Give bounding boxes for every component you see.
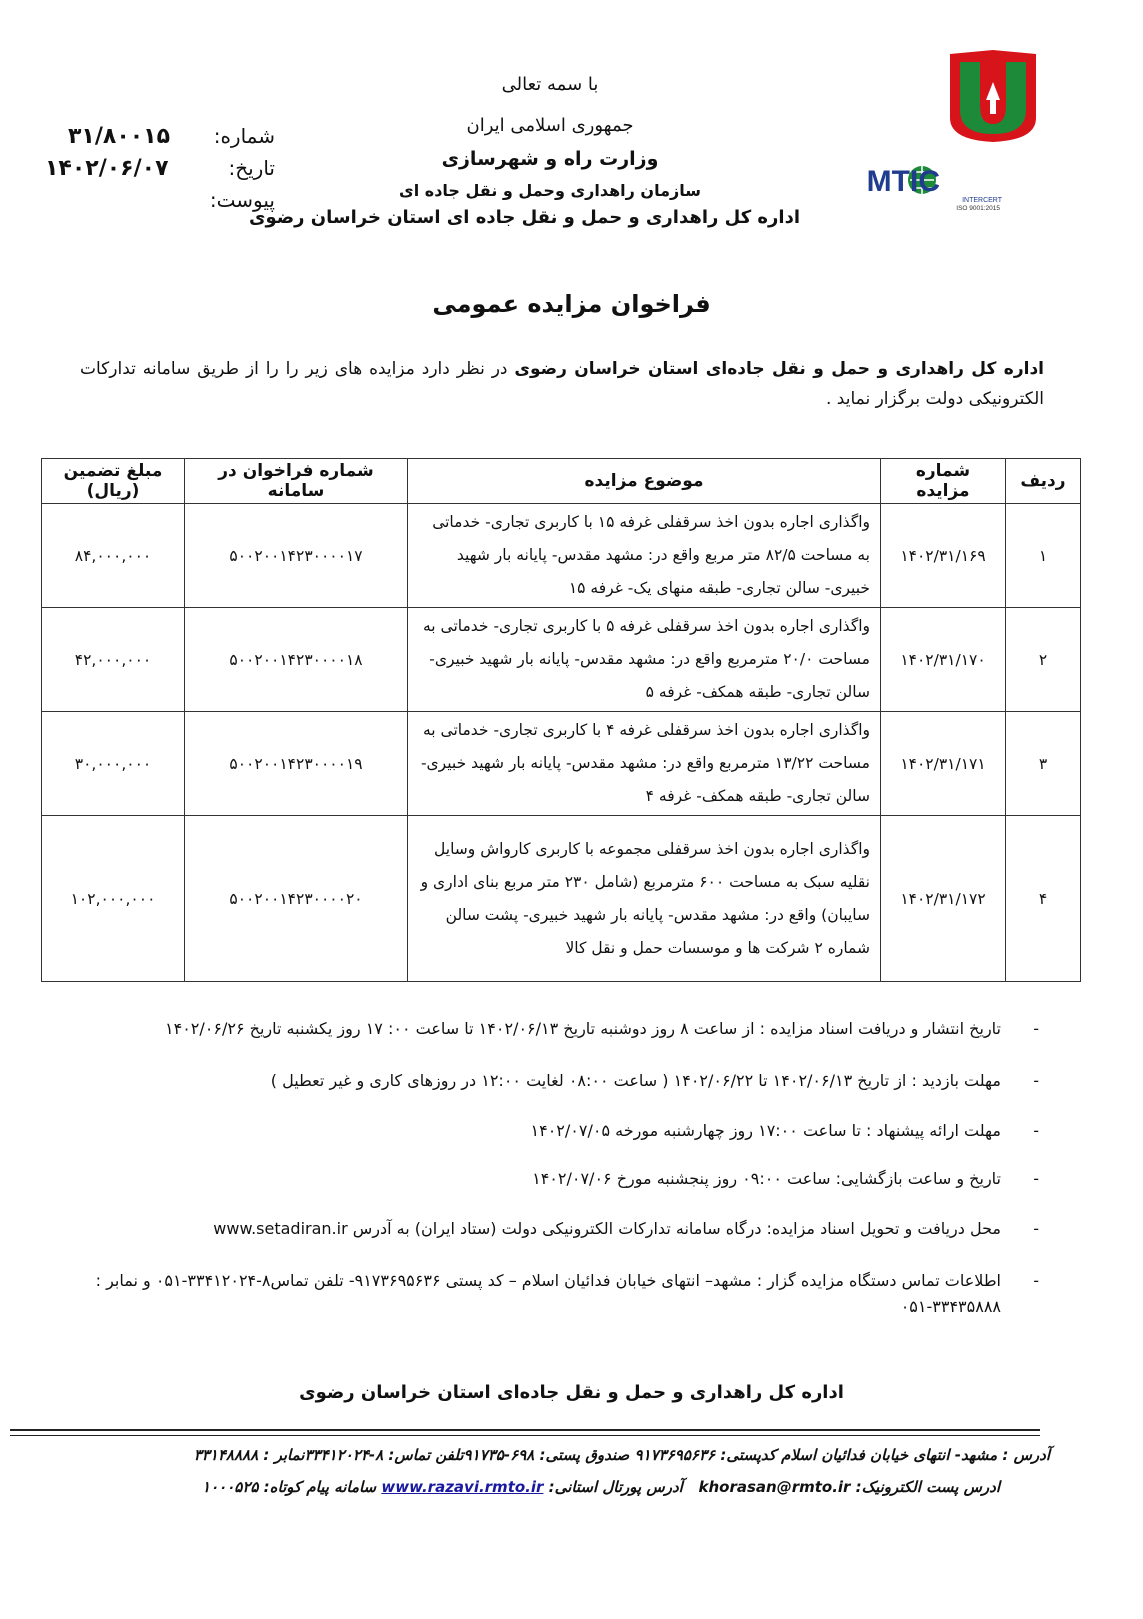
letter-date xyxy=(40,156,275,186)
bullet-dash: - xyxy=(1033,1219,1039,1238)
cell-guarantee: ۱۰۲,۰۰۰,۰۰۰ xyxy=(42,816,185,982)
cell-row: ۴ xyxy=(1006,816,1081,982)
cell-subject: واگذاری اجاره بدون اخذ سرقفلی غرفه ۴ با کاربری تجاری- خدماتی به مساحت ۱۳/۲۲ مترمربع واقع در: مشهد مقدس- پایانه بار شهید خبیری- سالن تجاری- طبقه همکف- غرفه ۴ xyxy=(408,712,881,816)
cell-row: ۳ xyxy=(1006,712,1081,816)
page-title: فراخوان مزایده عمومی xyxy=(432,290,711,318)
footer-address: آدرس : مشهد- انتهای خیابان فدائیان اسلام کدپستی: ۹۱۷۳۶۹۵۶۳۶ صندوق پستی: ۶۹۸-۹۱۷۳۵تلفن تماس: ۸-۳۳۴۱۲۰۲۴نمابر : ۳۳۱۴۸۸۸۸ xyxy=(193,1446,1050,1464)
date-value: ۱۴۰۲/۰۶/۰۷ xyxy=(45,156,169,181)
bullet-publication: تاریخ انتشار و دریافت اسناد مزایده : از ساعت ۸ روز دوشنبه تاریخ ۱۴۰۲/۰۶/۱۳ تا ساعت ۰۰: ۱۷ روز یکشنبه تاریخ ۱۴۰۲/۰۶/۲۶ xyxy=(165,1019,1001,1038)
col-auction-no-header: شماره مزایده xyxy=(881,459,1006,504)
cell-row: ۲ xyxy=(1006,608,1081,712)
letter-attachment xyxy=(40,188,275,218)
cell-call-no: ۵۰۰۲۰۰۱۴۲۳۰۰۰۰۲۰ xyxy=(185,816,408,982)
letter-number xyxy=(40,124,275,154)
table-row xyxy=(42,608,1081,712)
bullet-dash: - xyxy=(1033,1271,1039,1290)
bullet-contact: اطلاعات تماس دستگاه مزایده گزار : مشهد– انتهای خیابان فدائیان اسلام – کد پستی ۹۱۷۳۶۹۵۶۳۶- تلفن تماس۸-۳۳۴۱۲۰۲۴-۰۵۱ و نمابر : ۳۳۴۳۵۸۸۸-۰۵۱ xyxy=(95,1271,1001,1316)
signature: اداره کل راهداری و حمل و نقل جاده‌ای استان خراسان رضوی xyxy=(299,1382,844,1403)
intercert-text: INTERCERT xyxy=(962,197,1002,204)
cell-auction-no: ۱۴۰۲/۳۱/۱۷۰ xyxy=(881,608,1006,712)
country-name: جمهوری اسلامی ایران xyxy=(466,115,634,136)
table-row xyxy=(42,712,1081,816)
bullet-opening: تاریخ و ساعت بازگشایی: ساعت ۰۹:۰۰ روز پنجشنبه مورخ ۱۴۰۲/۰۷/۰۶ xyxy=(532,1169,1001,1188)
footer-contact xyxy=(150,1478,1000,1496)
col-row-header: ردیف xyxy=(1006,459,1081,504)
bullet-documents-place: محل دریافت و تحویل اسناد مزایده: درگاه سامانه تدارکات الکترونیکی دولت (ستاد ایران) به آدرس www.setadiran.ir xyxy=(213,1219,1001,1238)
organization-name: سازمان راهداری وحمل و نقل جاده ای xyxy=(399,181,701,200)
date-label: تاریخ: xyxy=(228,156,275,180)
cell-subject: واگذاری اجاره بدون اخذ سرقفلی غرفه ۱۵ با کاربری تجاری- خدماتی به مساحت ۸۲/۵ متر مربع واقع در: مشهد مقدس- پایانه بار شهید خبیری- سالن تجاری- طبقه منهای یک- غرفه ۱۵ xyxy=(408,504,881,608)
intro-organization: اداره کل راهداری و حمل و نقل جاده‌ای استان خراسان رضوی xyxy=(514,359,1044,379)
cell-auction-no: ۱۴۰۲/۳۱/۱۷۲ xyxy=(881,816,1006,982)
mtic-brand-text: MTIC xyxy=(866,165,940,198)
bullet-dash: - xyxy=(1033,1169,1039,1188)
col-guarantee-header: مبلغ تضمین (ریال) xyxy=(42,459,185,504)
table-row xyxy=(42,504,1081,608)
bullet-dash: - xyxy=(1033,1121,1039,1140)
bismillah: با سمه تعالی xyxy=(501,74,599,95)
table-header-row xyxy=(42,459,1081,504)
table-row xyxy=(42,816,1081,982)
auction-table xyxy=(41,458,1081,982)
attachment-label: پیوست: xyxy=(209,188,275,212)
cell-guarantee: ۳۰,۰۰۰,۰۰۰ xyxy=(42,712,185,816)
portal-link[interactable]: www.razavi.rmto.ir xyxy=(381,1478,544,1496)
portal-label: آدرس پورتال استانی: xyxy=(548,1478,683,1496)
col-call-no-header: شماره فراخوان در سامانه xyxy=(185,459,408,504)
bullet-proposal-deadline: مهلت ارائه پیشنهاد : تا ساعت ۱۷:۰۰ روز چهارشنبه مورخه ۱۴۰۲/۰۷/۰۵ xyxy=(530,1121,1001,1140)
rmto-logo xyxy=(946,48,1040,144)
cell-call-no: ۵۰۰۲۰۰۱۴۲۳۰۰۰۰۱۹ xyxy=(185,712,408,816)
cell-call-no: ۵۰۰۲۰۰۱۴۲۳۰۰۰۰۱۷ xyxy=(185,504,408,608)
intro-paragraph xyxy=(80,354,1044,414)
cell-auction-no: ۱۴۰۲/۳۱/۱۷۱ xyxy=(881,712,1006,816)
cell-subject: واگذاری اجاره بدون اخذ سرقفلی غرفه ۵ با کاربری تجاری- خدماتی به مساحت ۲۰/۰ مترمربع واقع در: مشهد مقدس- پایانه بار شهید خبیری- سالن تجاری- طبقه همکف- غرفه ۵ xyxy=(408,608,881,712)
cell-row: ۱ xyxy=(1006,504,1081,608)
bullet-dash: - xyxy=(1033,1071,1039,1090)
bullet-dash: - xyxy=(1033,1019,1039,1038)
cell-subject: واگذاری اجاره بدون اخذ سرقفلی مجموعه با کاربری کارواش وسایل نقلیه سبک به مساحت ۶۰۰ مترمربع (شامل ۲۳۰ متر مربع بنای اداری و سایبان) واقع در: مشهد مقدس- پایانه بار شهید خبیری- پشت سالن شماره ۲ شرکت ها و موسسات حمل و نقل کالا xyxy=(408,816,881,982)
cell-call-no: ۵۰۰۲۰۰۱۴۲۳۰۰۰۰۱۸ xyxy=(185,608,408,712)
email-label: ادرس پست الکترونیک: xyxy=(855,1478,1000,1496)
cell-guarantee: ۸۴,۰۰۰,۰۰۰ xyxy=(42,504,185,608)
col-subject-header: موضوع مزایده xyxy=(408,459,881,504)
footer-divider xyxy=(10,1429,1040,1431)
intro-text: در نظر دارد مزایده های زیر را را از طریق سامانه تدارکات الکترونیکی دولت برگزار نماید . xyxy=(80,359,1044,409)
bullet-visit: مهلت بازدید : از تاریخ ۱۴۰۲/۰۶/۱۳ تا ۱۴۰۲/۰۶/۲۲ ( ساعت ۰۸:۰۰ لغایت ۱۲:۰۰ در روزهای کاری و غیر تعطیل ) xyxy=(270,1071,1001,1090)
iso-text: ISO 9001:2015 xyxy=(956,205,1000,212)
footer-divider-thin xyxy=(10,1435,1040,1436)
ministry-name: وزارت راه و شهرسازی xyxy=(441,148,659,170)
cell-auction-no: ۱۴۰۲/۳۱/۱۶۹ xyxy=(881,504,1006,608)
email-address: khorasan@rmto.ir xyxy=(698,1478,851,1496)
mtic-certification-logo xyxy=(866,158,1040,216)
number-value: ۳۱/۸۰۰۱۵ xyxy=(68,124,171,149)
sms-number: سامانه پیام کوتاه: ۱۰۰۰۵۲۵ xyxy=(202,1478,377,1496)
cell-guarantee: ۴۲,۰۰۰,۰۰۰ xyxy=(42,608,185,712)
number-label: شماره: xyxy=(213,124,275,148)
department-name: اداره کل راهداری و حمل و نقل جاده ای استان خراسان رضوی xyxy=(248,207,800,228)
